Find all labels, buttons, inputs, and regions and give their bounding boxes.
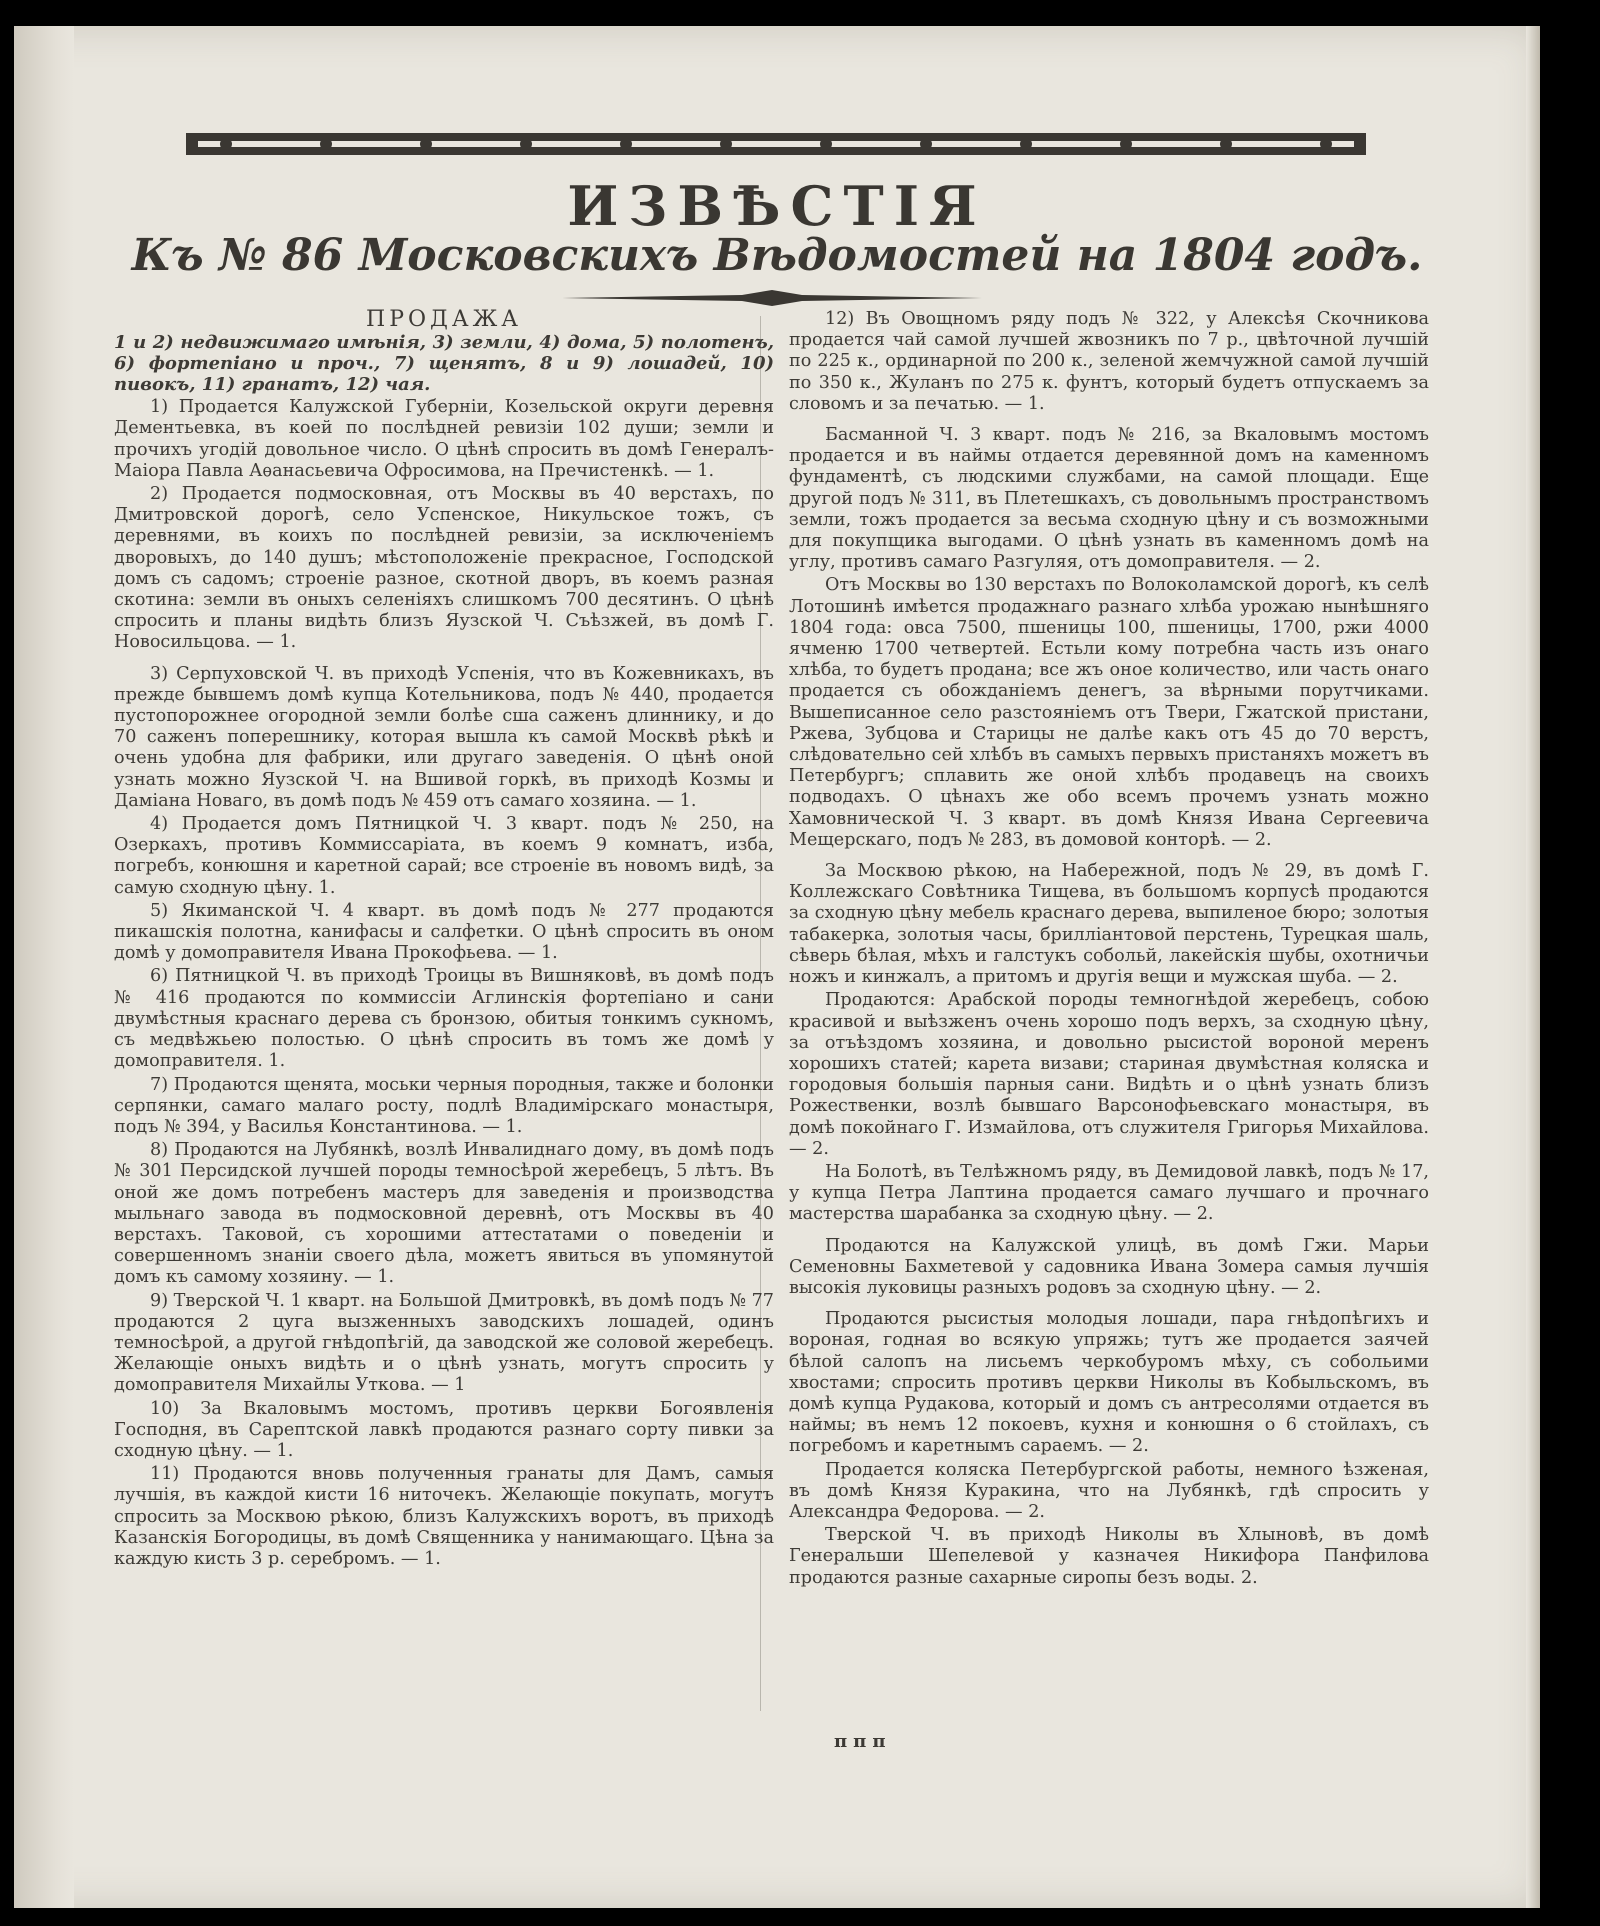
- advert-paragraph: 9) Тверской Ч. 1 кварт. на Большой Дмитровкѣ, въ домѣ подъ № 77 продаются 2 цуга вызженныхъ заводскихъ лошадей, одинъ темносѣрой, а другой гнѣдопѣгій, да заводской же соловой жеребецъ. Желающіе оныхъ видѣть и о цѣнѣ узнать, могутъ спросить у домоправителя Михайлы Уткова. — 1: [114, 1290, 774, 1396]
- top-ornament-border: [186, 123, 1366, 165]
- newspaper-subtitle: Къ № 86 Московскихъ Вѣдомостей на 1804 годъ.: [131, 230, 1423, 281]
- advert-paragraph: За Москвою рѣкою, на Набережной, подъ № 29, въ домѣ Г. Коллежскаго Совѣтника Тищева, въ большомъ корпусѣ продаются за сходную цѣну мебель краснаго дерева, выпиленое бюро; золотыя табакерка, золотыя часы, брилліантовой перстень, Турецкая шаль, сѣверь бѣлая, мѣхъ и галстукъ собольй, лакейскія шубы, охотничьи ножъ и кинжалъ, а притомъ и другія вещи и мужская шуба. — 2.: [789, 861, 1429, 988]
- advert-paragraph: Басманной Ч. 3 кварт. подъ № 216, за Вкаловымъ мостомъ продается и въ наймы отдается деревянной домъ на каменномъ фундаментѣ, съ людскими службами, на самой площади. Еще другой подъ № 311, въ Плетешкахъ, съ довольнымъ пространствомъ земли, тожъ продается за весьма сходную цѣну и съ возможными для покупщика выгодами. О цѣнѣ узнать въ каменномъ домѣ на углу, противъ самаго Разгуляя, отъ домоправителя. — 2.: [789, 425, 1429, 573]
- advert-paragraph: 10) За Вкаловымъ мостомъ, противъ церкви Богоявленія Господня, въ Сарептской лавкѣ продаются разнаго сорту пивки за сходную цѣну. — 1.: [114, 1398, 774, 1461]
- advert-paragraph: Продается коляска Петербургской работы, немного ѣзженая, въ домѣ Князя Куракина, что на Лубянкѣ, гдѣ спросить у Александра Федорова. — 2.: [789, 1459, 1429, 1522]
- section-heading-sale: ПРОДАЖА: [366, 307, 522, 332]
- right-column: [789, 309, 1429, 1591]
- advert-paragraph: Отъ Москвы во 130 верстахъ по Волоколамской дорогѣ, къ селѣ Лотошинѣ имѣется продажнаго разнаго хлѣба урожаю нынѣшняго 1804 года: овса 7500, пшеницы 100, пшеницы, 1700, ржи 4000 ячменю 1700 четвертей. Естьли кому потребна часть изъ онаго хлѣба, то будетъ продана; все жъ оное количество, или часть онаго продается съ обожданіемъ денегъ, за вѣрными порутчиками. Вышеписанное село разстояніемъ отъ Твери, Гжатской пристани, Ржева, Зубцова и Старицы не далѣе какъ отъ 45 до 70 верстъ, слѣдовательно сей хлѣбъ въ самыхъ первыхъ пристаняхъ можетъ въ Петербургъ; сплавить же оной хлѣбъ продавецъ на своихъ подводахъ. О цѣнахъ же обо всемъ прочемъ узнать можно Хамовнической Ч. 3 кварт. въ домѣ Князя Ивана Сергеевича Мещерскаго, подъ № 283, въ домовой конторѣ. — 2.: [789, 575, 1429, 850]
- advert-paragraph: 8) Продаются на Лубянкѣ, возлѣ Инвалиднаго дому, въ домѣ подъ № 301 Персидской лучшей породы темносѣрой жеребецъ, 5 лѣтъ. Въ оной же домъ потребенъ мастеръ для заведенія и производства мыльнаго завода въ подмосковной деревнѣ, отъ Москвы въ 40 верстахъ. Таковой, съ хорошими аттестатами о поведеніи и совершенномъ знаніи своего дѣла, можетъ явиться въ упомянутой домъ къ самому хозяину. — 1.: [114, 1140, 774, 1288]
- advert-paragraph: 5) Якиманской Ч. 4 кварт. въ домѣ подъ № 277 продаются пикашскія полотна, канифасы и салфетки. О цѣнѣ спросить въ оном домѣ у домоправителя Ивана Прокофьева. — 1.: [114, 900, 774, 964]
- title-divider-ornament: [562, 288, 982, 308]
- advert-paragraph: Продаются: Арабской породы темногнѣдой жеребецъ, собою красивой и выѣзженъ очень хорошо подъ верхъ, за сходную цѣну, за отъѣздомъ хозяина, и довольно рысистой вороной меренъ хорошихъ статей; карета визави; стариная двумѣстная коляска и городовыя большія парныя сани. Видѣть и о цѣнѣ узнать близъ Рожественки, возлѣ бывшаго Варсонофьевскаго монастыря, въ домѣ покойнаго Г. Измайлова, отъ служителя Григорья Михайлова. — 2.: [789, 990, 1429, 1159]
- page-edge: [1526, 26, 1540, 1908]
- advert-paragraph: 1) Продается Калужской Губерніи, Козельской округи деревня Дементьевка, въ коей по послѣдней ревизіи 102 души; земли и прочихъ угодій довольное число. О цѣнѣ спросить въ домѣ Генералъ-Маіора Павла Аѳанасьевича Офросимова, на Пречистенкѣ. — 1.: [114, 397, 774, 481]
- newspaper-title: ИЗВѢСТІЯ: [567, 174, 987, 238]
- advert-paragraph: 12) Въ Овощномъ ряду подъ № 322, у Алексѣя Скочникова продается чай самой лучшей жвозникъ по 7 р., цвѣточной лучшій по 225 к., ординарной по 200 к., зеленой жемчужной самой лучшій по 350 к., Жуланъ по 275 к. фунтъ, который будетъ отпускаемъ за словомъ и за печатью. — 1.: [789, 309, 1429, 414]
- advert-paragraph: Продаются на Калужской улицѣ, въ домѣ Гжи. Марьи Семеновны Бахметевой у садовника Ивана Зомера самыя лучшія высокія луковицы разныхъ родовъ за сходную цѣну. — 2.: [789, 1235, 1429, 1298]
- advert-paragraph: Продаются рысистыя молодыя лошади, пара гнѣдопѣгихъ и вороная, годная во всякую упряжь; тутъ же продается заячей бѣлой салопъ на лисьемъ черкобуромъ мѣху, съ собольими хвостами; спросить противъ церкви Николы въ Кобыльскомъ, въ домѣ купца Рудакова, который и домъ съ антресолями отдается въ наймы; въ немъ 12 покоевъ, кухня и конюшня о 6 стойлахъ, съ погребомъ и каретнымъ сараемъ. — 2.: [789, 1309, 1429, 1457]
- signature-mark: ппп: [834, 1731, 892, 1752]
- left-column: [114, 309, 774, 1572]
- advert-paragraph: На Болотѣ, въ Телѣжномъ ряду, въ Демидовой лавкѣ, подъ № 17, у купца Петра Лаптина продается самаго лучшаго и прочнаго мастерства шарабанка за сходную цѣну. — 2.: [789, 1161, 1429, 1225]
- page-gutter: [14, 26, 74, 1908]
- advert-paragraph: 7) Продаются щенята, моськи черныя породныя, также и болонки серпянки, самаго малаго росту, подлѣ Владимірскаго монастыря, подъ № 394, у Василья Константинова. — 1.: [114, 1074, 774, 1137]
- advert-paragraph: 11) Продаются вновь полученныя гранаты для Дамъ, самыя лучшія, въ каждой кисти 16 ниточекъ. Желающіе покупать, могутъ спросить за Москвою рѣкою, близъ Калужскихъ воротъ, въ приходѣ Казанскія Богородицы, въ домѣ Священника у нанимающаго. Цѣна за каждую кисть 3 р. серебромъ. — 1.: [114, 1464, 774, 1569]
- newspaper-page: [14, 26, 1540, 1908]
- advert-paragraph: 3) Серпуховской Ч. въ приходѣ Успенія, что въ Кожевникахъ, въ прежде бывшемъ домѣ купца Котельникова, подъ № 440, продается пустопорожнее огородной земли болѣе сша саженъ длиннику, и до 70 саженъ поперешнику, которая вышла къ самой Москвѣ рѣкѣ и очень удобна для фабрики, или другаго заведенія. О цѣнѣ оной узнать можно Яузской Ч. на Вшивой горкѣ, въ приходѣ Козмы и Даміана Новаго, въ домѣ подъ № 459 отъ самаго хозяина. — 1.: [114, 663, 774, 811]
- advert-paragraph: Тверской Ч. въ приходѣ Николы въ Хлыновѣ, въ домѣ Генеральши Шепелевой у казначея Никифора Панфилова продаются разные сахарные сиропы безъ воды. 2.: [789, 1525, 1429, 1588]
- advert-paragraph: 2) Продается подмосковная, отъ Москвы въ 40 верстахъ, по Дмитровской дорогѣ, село Успенское, Никульское тожъ, съ деревнями, въ коихъ по послѣдней ревизіи, за исключеніемъ дворовыхъ, до 140 душъ; мѣстоположеніе прекрасное, Господской домъ съ садомъ; строеніе разное, скотной дворъ, въ коемъ разная скотина: земли въ оныхъ селеніяхъ слишкомъ 700 десятинъ. О цѣнѣ спросить и планы видѣть близъ Яузской Ч. Съѣзжей, въ домѣ Г. Новосильцова. — 1.: [114, 484, 774, 653]
- advert-paragraph: 6) Пятницкой Ч. въ приходѣ Троицы въ Вишняковѣ, въ домѣ подъ № 416 продаются по коммиссіи Аглинскія фортепіано и сани двумѣстныя краснаго дерева съ бронзою, обитыя тонкимъ сукномъ, съ медвѣжьею полостью. О цѣнѣ спросить въ томъ же домѣ у домоправителя. 1.: [114, 966, 774, 1072]
- subject-list: 1 и 2) недвижимаго имѣнія, 3) земли, 4) дома, 5) полотенъ, 6) фортепіано и проч., 7) щенятъ, 8 и 9) лошадей, 10) пивокъ, 11) гранатъ, 12) чая.: [114, 332, 774, 396]
- advert-paragraph: 4) Продается домъ Пятницкой Ч. 3 кварт. подъ № 250, на Озеркахъ, противъ Коммиссаріата, въ коемъ 9 комнатъ, изба, погребъ, конюшня и каретной сарай; все строеніе въ новомъ видѣ, за самую сходную цѣну. 1.: [114, 814, 774, 898]
